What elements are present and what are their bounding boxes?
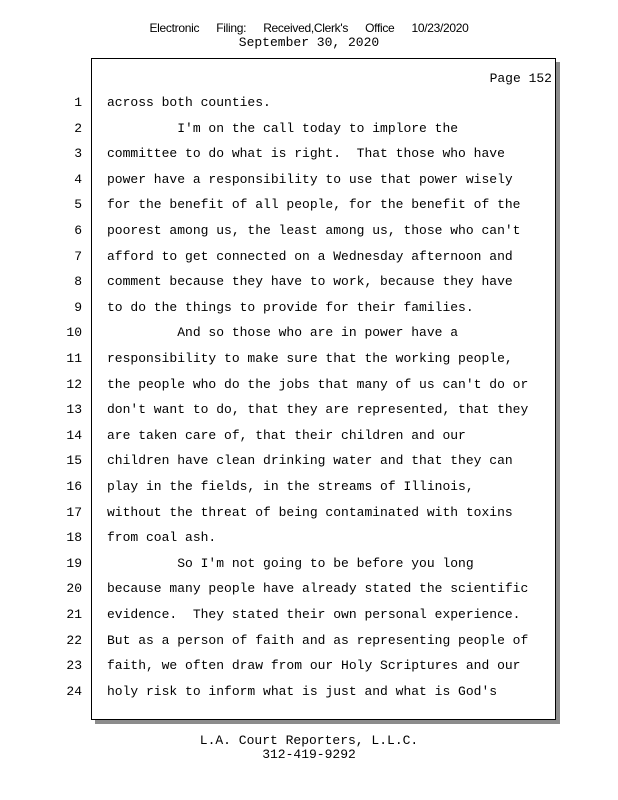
transcript-line <box>0 530 560 556</box>
court-reporter-name: L.A. Court Reporters, L.L.C. <box>199 733 419 748</box>
line-number: 7 <box>74 248 82 264</box>
line-number: 6 <box>74 223 82 238</box>
transcript-line <box>0 684 560 710</box>
transcript-line <box>0 146 560 172</box>
line-number: 11 <box>66 351 82 366</box>
line-text: play in the fields, in the streams of Illinois, <box>107 479 474 494</box>
transcript-line <box>0 300 560 326</box>
line-text: But as a person of faith and as representing people of <box>107 632 529 648</box>
transcript-line <box>0 453 560 479</box>
transcript-line <box>0 172 560 198</box>
stamp-part: Received,Clerk's <box>263 21 349 35</box>
line-text: I'm on the call today to implore the <box>107 120 459 136</box>
line-number: 20 <box>66 581 82 597</box>
line-number: 24 <box>66 683 82 699</box>
electronic-filing-stamp <box>0 21 618 35</box>
page-number: Page 152 <box>489 71 552 86</box>
line-text: afford to get connected on a Wednesday afternoon and <box>107 248 513 264</box>
line-number: 10 <box>66 325 82 341</box>
stamp-part: Filing: <box>216 21 247 35</box>
transcript-line <box>0 377 560 403</box>
line-number: 16 <box>66 479 82 494</box>
transcript-line <box>0 223 560 249</box>
line-number: 14 <box>66 427 82 443</box>
line-text: the people who do the jobs that many of us can't do or <box>107 376 529 392</box>
line-number: 19 <box>66 555 82 571</box>
line-text: because many people have already stated the scientific <box>107 581 529 597</box>
line-number: 9 <box>74 299 82 315</box>
transcript-line <box>0 607 560 633</box>
transcript-line <box>0 402 560 428</box>
line-text: So I'm not going to be before you long <box>107 555 474 571</box>
line-text: holy risk to inform what is just and what is God's <box>107 683 498 699</box>
line-text: for the benefit of all people, for the benefit of the <box>107 197 521 213</box>
line-text: without the threat of being contaminated with toxins <box>107 504 513 520</box>
line-text: evidence. They stated their own personal experience. <box>107 607 521 622</box>
transcript-line <box>0 325 560 351</box>
line-text: don't want to do, that they are represented, that they <box>107 402 529 418</box>
transcript-line <box>0 351 560 377</box>
line-text: poorest among us, the least among us, those who can't <box>107 223 521 238</box>
transcript-line <box>0 633 560 659</box>
line-text: And so those who are in power have a <box>107 325 459 341</box>
line-number: 12 <box>66 376 82 392</box>
line-number: 23 <box>66 658 82 674</box>
line-number: 4 <box>74 171 82 187</box>
transcript-line <box>0 121 560 147</box>
line-number: 22 <box>66 632 82 648</box>
line-text: across both counties. <box>107 95 271 110</box>
line-number: 5 <box>74 197 82 213</box>
line-number: 21 <box>66 607 82 622</box>
line-text: from coal ash. <box>107 530 217 546</box>
transcript-line <box>0 479 560 505</box>
line-text: committee to do what is right. That those who have <box>107 146 505 162</box>
transcript-line <box>0 658 560 684</box>
transcript-line <box>0 274 560 300</box>
line-number: 8 <box>74 274 82 290</box>
stamp-part: Office <box>365 21 395 35</box>
line-number: 17 <box>66 504 82 520</box>
transcript-date: September 30, 2020 <box>238 35 380 50</box>
transcript-line <box>0 95 560 121</box>
line-text: to do the things to provide for their families. <box>107 299 474 315</box>
stamp-part: Electronic <box>149 21 200 35</box>
stamp-part: 10/23/2020 <box>411 21 469 35</box>
line-number: 1 <box>74 95 82 110</box>
transcript-line <box>0 197 560 223</box>
line-text: power have a responsibility to use that power wisely <box>107 171 513 187</box>
line-number: 2 <box>74 120 82 136</box>
transcript-line <box>0 249 560 275</box>
line-text: children have clean drinking water and that they can <box>107 453 513 469</box>
line-text: faith, we often draw from our Holy Scriptures and our <box>107 658 521 674</box>
transcript-line <box>0 581 560 607</box>
line-text: responsibility to make sure that the working people, <box>107 351 513 366</box>
line-text: are taken care of, that their children and our <box>107 427 466 443</box>
line-number: 15 <box>66 453 82 469</box>
line-number: 3 <box>74 146 82 162</box>
transcript-line <box>0 556 560 582</box>
transcript-line <box>0 505 560 531</box>
line-number: 18 <box>66 530 82 546</box>
transcript-line <box>0 428 560 454</box>
line-text: comment because they have to work, because they have <box>107 274 513 290</box>
court-reporter-phone: 312-419-9292 <box>262 747 356 762</box>
line-number: 13 <box>66 402 82 418</box>
